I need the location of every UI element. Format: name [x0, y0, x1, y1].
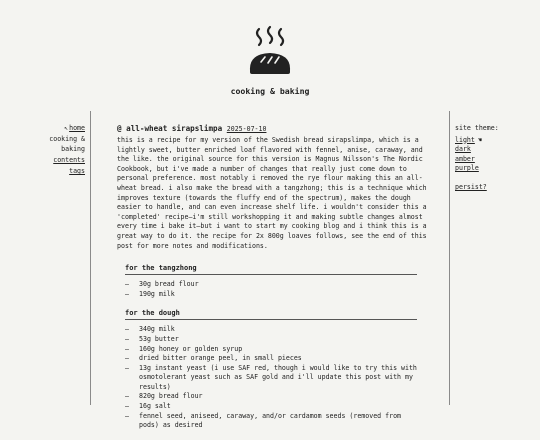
list-item: – 340g milk — [125, 325, 417, 335]
list-item: – 53g butter — [125, 335, 417, 345]
nav-tags-link[interactable]: tags — [69, 167, 85, 176]
persist-toggle-link[interactable]: persist? — [455, 182, 487, 191]
post-anchor[interactable]: @ — [117, 124, 122, 133]
theme-dark-link[interactable]: dark — [455, 145, 471, 154]
theme-label: site theme: — [455, 124, 499, 132]
section-heading: for the tangzhong — [125, 263, 417, 275]
nav-contents-link[interactable]: contents — [53, 155, 85, 164]
list-item: – fennel seed, aniseed, caraway, and/or cardamom seeds (removed from pods) as desired — [125, 412, 417, 431]
home-link[interactable]: home — [69, 124, 85, 132]
steaming-bread-icon[interactable] — [247, 26, 293, 78]
post-date-link[interactable]: 2025-07-10 — [226, 125, 267, 133]
list-item: – 30g bread flour — [125, 280, 417, 290]
theme-amber-link[interactable]: amber — [455, 154, 475, 163]
home-arrow-icon: ↖ — [64, 124, 69, 132]
ingredient-list — [125, 280, 417, 299]
theme-panel — [455, 124, 540, 193]
right-divider — [449, 111, 450, 405]
post-intro: this is a recipe for my version of the Swedish bread sirapslimpa, which is a lightly sweet, butter enriched loaf flavored with fennel, anise, caraway, and the like. the original source for this version is Magnus Nilsson's The Nordic Cookbook, but i've made a number of changes that really just come down to personal preference. most notably i removed the rye flour making this an all-wheat bread. i also make the bread with a tangzhong; this is a technique which improves texture (towards the fluffy end of the spectrum), makes the dough easier to handle, and can even increase shelf life. i wouldn't consider this a 'completed' recipe—i'm still workshopping it and making subtle changes almost every time i bake it—but i want to start my cooking blog and i think this is a great way to do it. the recipe for 2x 800g loaves follows, see the end of this post for more notes and modifications. — [117, 136, 427, 250]
theme-light-link[interactable]: light — [455, 135, 475, 144]
post-title: all-wheat sirapslimpa — [126, 124, 223, 133]
post-title-row — [117, 124, 435, 134]
list-item: – 16g salt — [125, 402, 417, 412]
theme-purple-link[interactable]: purple — [455, 164, 479, 173]
left-nav — [49, 124, 85, 178]
tangzhong-section — [125, 263, 417, 299]
home-link-row[interactable] — [49, 124, 85, 134]
list-item: – 13g instant yeast (i use SAF red, though i would like to try this with osmotolerant yeast such as SAF gold and i'll update this post with my results) — [125, 364, 417, 393]
list-item: – 190g milk — [125, 290, 417, 300]
site-header — [0, 0, 540, 108]
list-item: – 820g bread flour — [125, 392, 417, 402]
ingredient-list — [125, 325, 417, 431]
site-title: cooking & baking — [230, 86, 310, 96]
section-heading: for the dough — [125, 308, 417, 320]
list-item: – dried bitter orange peel, in small pieces — [125, 354, 417, 364]
list-item: – 160g honey or golden syrup — [125, 345, 417, 355]
theme-option-light[interactable] — [455, 136, 540, 146]
post-content — [117, 124, 435, 440]
pointing-hand-icon: ☚ — [477, 135, 482, 144]
left-divider — [90, 111, 91, 405]
current-section-label: cooking & baking — [49, 135, 85, 153]
dough-section — [125, 308, 417, 431]
